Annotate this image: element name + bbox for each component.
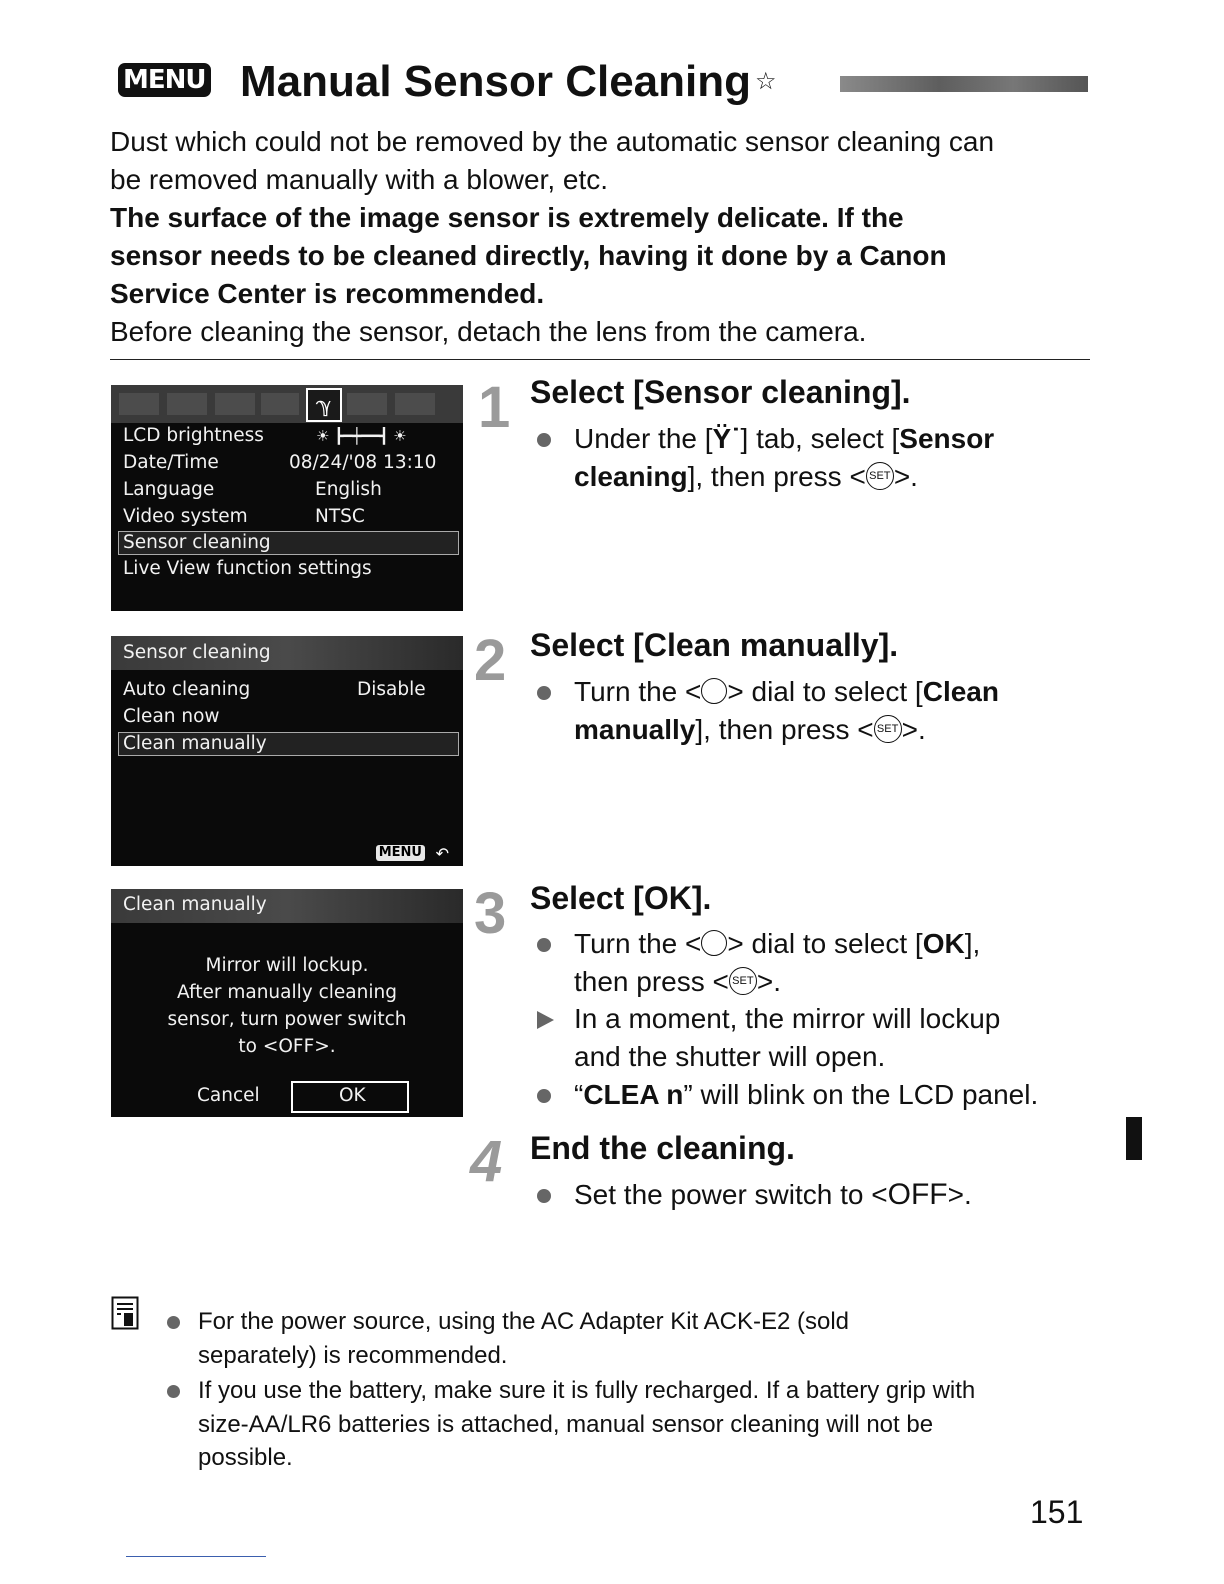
text-run: “ bbox=[574, 1079, 584, 1110]
text-run: >. bbox=[893, 461, 918, 492]
setup-tab-wrench-icon: ℽ bbox=[306, 388, 342, 422]
bullet-icon bbox=[537, 433, 551, 447]
text-run: Turn the < bbox=[574, 676, 702, 707]
step-text: In a moment, the mirror will lockup bbox=[574, 1003, 1001, 1034]
tab-placeholder bbox=[119, 393, 159, 415]
step-text bbox=[574, 420, 994, 458]
quick-control-dial-icon bbox=[701, 930, 727, 956]
step-text bbox=[574, 458, 918, 496]
text-run: ], then press < bbox=[687, 461, 866, 492]
step-title: End the cleaning. bbox=[530, 1130, 795, 1166]
text-run-bold: CLEA n bbox=[583, 1079, 684, 1110]
menu-item-label: LCD brightness bbox=[123, 425, 264, 446]
menu-item-label: Language bbox=[123, 479, 215, 500]
tab-placeholder bbox=[167, 393, 207, 415]
step-number: 4 bbox=[470, 1129, 503, 1194]
menu-item-label: Live View function settings bbox=[123, 558, 372, 579]
text-run-bold: Clean bbox=[922, 676, 999, 707]
warning-line: The surface of the image sensor is extremely delicate. If the bbox=[110, 202, 904, 233]
step-text bbox=[574, 925, 980, 963]
cancel-option: Cancel bbox=[197, 1085, 260, 1106]
bullet-icon bbox=[167, 1316, 180, 1329]
lcd-screen-setup-menu bbox=[111, 385, 463, 611]
bullet-icon bbox=[537, 686, 551, 700]
step-number: 2 bbox=[474, 628, 507, 693]
star-icon: ☆ bbox=[754, 68, 777, 95]
brightness-scale: ☀ ┣━┿━━┫ ☀ bbox=[316, 427, 407, 445]
return-icon: ↶ bbox=[435, 844, 449, 863]
set-button-icon: SET bbox=[866, 462, 894, 490]
footer-line bbox=[126, 1556, 266, 1557]
text-run-bold: OK bbox=[922, 928, 965, 959]
text-run: Under the [ bbox=[574, 423, 713, 454]
ok-option: OK bbox=[339, 1085, 366, 1106]
bullet-icon bbox=[537, 1089, 551, 1103]
tab-placeholder bbox=[347, 393, 387, 415]
intro-line: Dust which could not be removed by the automatic sensor cleaning can bbox=[110, 126, 995, 157]
page-number: 151 bbox=[1030, 1494, 1084, 1530]
text-run-bold: manually bbox=[574, 714, 696, 745]
text-run: ] tab, select [ bbox=[740, 423, 900, 454]
intro-line: Before cleaning the sensor, detach the lens from the camera. bbox=[110, 316, 867, 347]
warning-line: Service Center is recommended. bbox=[110, 278, 545, 309]
text-run: Set the power switch to < bbox=[574, 1179, 888, 1210]
text-run: ], bbox=[964, 928, 981, 959]
menu-item-value: 08/24/'08 13:10 bbox=[289, 452, 437, 473]
step-text bbox=[574, 711, 926, 749]
text-run: then press < bbox=[574, 966, 729, 997]
menu-item-value: Disable bbox=[357, 679, 426, 700]
menu-item-value: English bbox=[315, 479, 382, 500]
bullet-icon bbox=[167, 1385, 180, 1398]
off-label: OFF bbox=[887, 1178, 948, 1211]
step-text bbox=[574, 1176, 972, 1214]
dialog-message: sensor, turn power switch bbox=[167, 1009, 407, 1030]
step-title: Select [OK]. bbox=[530, 880, 712, 916]
quick-control-dial-icon bbox=[701, 678, 727, 704]
text-run: > dial to select [ bbox=[727, 676, 923, 707]
text-run: ], then press < bbox=[695, 714, 874, 745]
lcd-screen-sensor-cleaning bbox=[111, 636, 463, 866]
note-text: separately) is recommended. bbox=[198, 1342, 508, 1369]
setup-tab-icon: Ÿ˙ bbox=[712, 423, 741, 454]
set-button-icon: SET bbox=[729, 967, 757, 995]
step-text bbox=[574, 673, 999, 711]
screen-title: Sensor cleaning bbox=[123, 642, 271, 663]
title-decorative-bar bbox=[840, 76, 1088, 92]
step-text bbox=[574, 1076, 1038, 1114]
menu-item-label: Clean now bbox=[123, 706, 220, 727]
tab-placeholder bbox=[261, 393, 299, 415]
menu-tab-bar bbox=[111, 385, 463, 423]
note-text: size-AA/LR6 batteries is attached, manual sensor cleaning will not be bbox=[198, 1411, 934, 1438]
step-title: Select [Clean manually]. bbox=[530, 627, 899, 663]
warning-line: sensor needs to be cleaned directly, having it done by a Canon bbox=[110, 240, 947, 271]
page-title-text: Manual Sensor Cleaning bbox=[240, 57, 751, 106]
intro-line: be removed manually with a blower, etc. bbox=[110, 164, 609, 195]
bullet-icon bbox=[537, 1189, 551, 1203]
text-run: >. bbox=[756, 966, 782, 997]
text-run: ” will blink on the LCD panel. bbox=[683, 1079, 1039, 1110]
title-row bbox=[115, 52, 1090, 112]
page-title bbox=[240, 52, 777, 112]
dialog-message: to <OFF>. bbox=[238, 1036, 336, 1057]
text-run: >. bbox=[901, 714, 926, 745]
step-number: 1 bbox=[478, 375, 511, 440]
text-run-bold: cleaning bbox=[574, 461, 688, 492]
section-tab-marker bbox=[1126, 1117, 1142, 1160]
tab-placeholder bbox=[395, 393, 435, 415]
menu-item-label: Date/Time bbox=[123, 452, 219, 473]
bullet-icon bbox=[537, 938, 551, 952]
result-arrow-icon bbox=[537, 1011, 554, 1029]
text-run-bold: Sensor bbox=[899, 423, 995, 454]
menu-button-icon: MENU bbox=[376, 845, 425, 861]
menu-item-label-selected: Clean manually bbox=[123, 733, 267, 754]
note-text: possible. bbox=[198, 1444, 293, 1471]
text-run: >. bbox=[947, 1179, 972, 1210]
lcd-screen-clean-manually bbox=[111, 889, 463, 1117]
step-text bbox=[574, 963, 781, 1001]
menu-item-label: Video system bbox=[123, 506, 248, 527]
set-button-icon: SET bbox=[874, 715, 902, 743]
menu-badge-icon: MENU bbox=[118, 63, 211, 97]
intro-text bbox=[110, 123, 1095, 351]
dialog-message: After manually cleaning bbox=[177, 982, 397, 1003]
menu-item-value: NTSC bbox=[315, 506, 365, 527]
dialog-message: Mirror will lockup. bbox=[205, 955, 369, 976]
step-title: Select [Sensor cleaning]. bbox=[530, 374, 911, 410]
screen-title: Clean manually bbox=[123, 894, 267, 915]
note-icon bbox=[111, 1296, 139, 1330]
step-text: and the shutter will open. bbox=[574, 1041, 886, 1072]
text-run: > dial to select [ bbox=[727, 928, 923, 959]
step-number: 3 bbox=[474, 881, 507, 946]
menu-item-label-selected: Sensor cleaning bbox=[123, 532, 271, 553]
text-run: Turn the < bbox=[574, 928, 702, 959]
divider bbox=[110, 359, 1090, 360]
menu-item-label: Auto cleaning bbox=[123, 679, 251, 700]
note-text: For the power source, using the AC Adapter Kit ACK-E2 (sold bbox=[198, 1308, 849, 1335]
note-text: If you use the battery, make sure it is fully recharged. If a battery grip with bbox=[198, 1377, 976, 1404]
tab-placeholder bbox=[215, 393, 255, 415]
